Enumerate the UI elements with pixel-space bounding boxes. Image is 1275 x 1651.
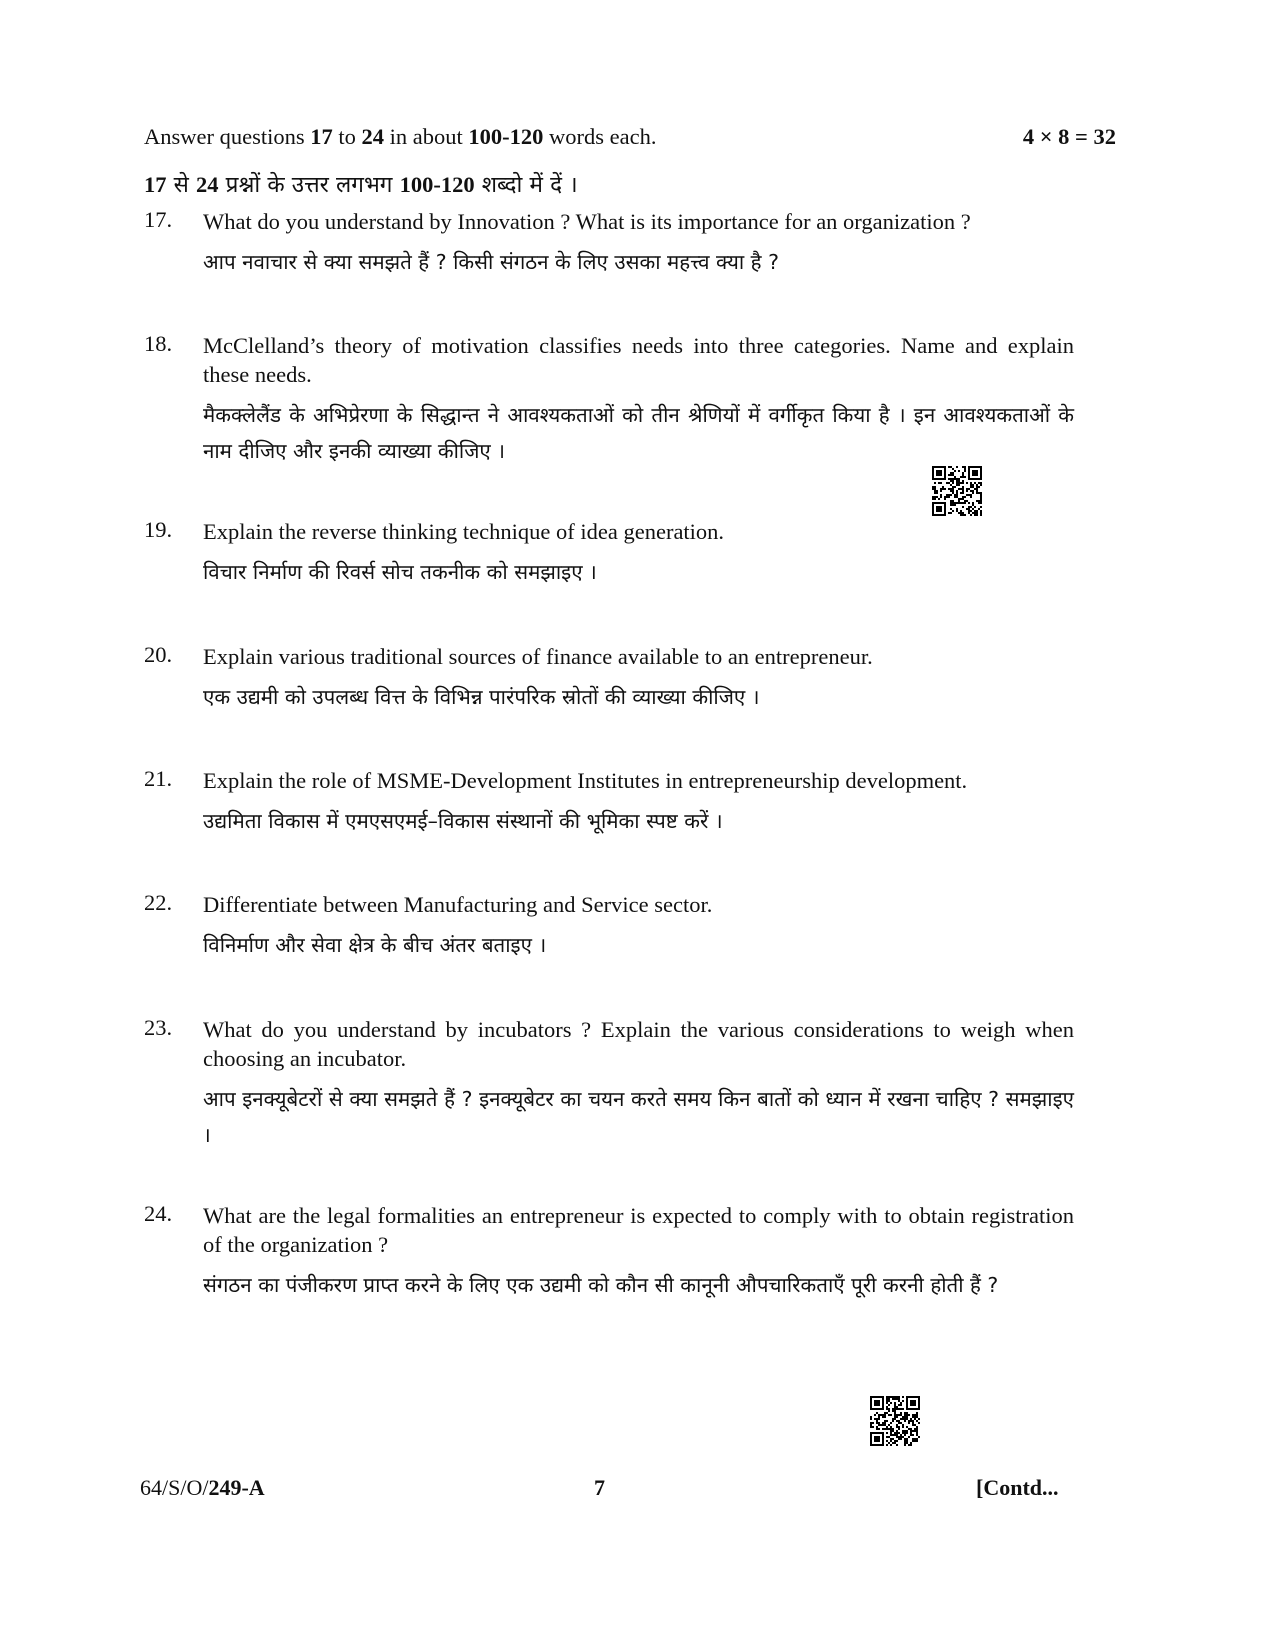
question-22 [144, 890, 1074, 963]
instr-hi-text: शब्दो में दें । [474, 172, 578, 198]
question-text-english: Explain the reverse thinking technique of idea generation. [203, 519, 725, 544]
question-text-english: What do you understand by Innovation ? What is its importance for an organization ? [203, 209, 971, 234]
question-number: 17. [144, 207, 173, 232]
question-text-hindi: उद्यमिता विकास में एमएसएमई–विकास संस्थानों की भूमिका स्पष्ट करें । [203, 809, 723, 833]
question-number: 21. [144, 766, 173, 791]
instr-text: words each. [543, 124, 657, 149]
paper-code [140, 1475, 265, 1501]
question-text-hindi: आप इनक्यूबेटरों से क्या समझते हैं ? इनक्यूबेटर का चयन करते समय किन बातों को ध्यान में रखना चाहिए ? समझाइए । [203, 1087, 1074, 1147]
instr-from: 17 [310, 124, 333, 149]
instr-to: 24 [361, 124, 384, 149]
paper-code-prefix: 64/S/O/ [140, 1475, 209, 1500]
instr-words: 100-120 [468, 124, 544, 149]
continued-label: [Contd... [976, 1475, 1059, 1500]
question-text-english: What do you understand by incubators ? Explain the various considerations to weigh when choosing an incubator. [203, 1017, 1074, 1071]
question-18 [144, 331, 1074, 469]
marks-allocation: 4 × 8 = 32 [1022, 124, 1116, 149]
question-text-hindi: आप नवाचार से क्या समझते हैं ? किसी संगठन के लिए उसका महत्त्व क्या है ? [203, 250, 779, 274]
question-text-hindi: संगठन का पंजीकरण प्राप्त करने के लिए एक उद्यमी को कौन सी कानूनी औपचारिकताएँ पूरी करनी होती हैं ? [203, 1273, 999, 1297]
question-20 [144, 642, 1074, 715]
paper-code-set: 249-A [208, 1475, 265, 1500]
instr-hi-text: प्रश्नों के उत्तर लगभग [218, 172, 400, 198]
instr-hi-from: 17 [144, 172, 167, 197]
question-21 [144, 766, 1074, 839]
question-text-english: What are the legal formalities an entrepreneur is expected to comply with to obtain registration of the organization ? [203, 1203, 1074, 1257]
question-17 [144, 207, 1074, 280]
question-text-english: Differentiate between Manufacturing and Service sector. [203, 892, 713, 917]
question-number: 22. [144, 890, 173, 915]
question-text-english: Explain the role of MSME-Development Institutes in entrepreneurship development. [203, 768, 968, 793]
question-text-hindi: एक उद्यमी को उपलब्ध वित्त के विभिन्न पारंपरिक स्रोतों की व्याख्या कीजिए । [203, 685, 760, 709]
question-text-english: McClelland’s theory of motivation classifies needs into three categories. Name and explain these needs. [203, 333, 1074, 387]
instr-text: Answer questions [144, 124, 311, 149]
page-number: 7 [594, 1475, 605, 1500]
question-number: 18. [144, 331, 173, 356]
instr-hi-words: 100-120 [399, 172, 475, 197]
question-number: 20. [144, 642, 173, 667]
instructions-hindi [144, 168, 578, 199]
instr-hi-to: 24 [196, 172, 219, 197]
question-19 [144, 517, 1074, 590]
instr-text: to [332, 124, 362, 149]
question-23 [144, 1015, 1074, 1153]
question-number: 19. [144, 517, 173, 542]
instr-hi-text: से [166, 172, 197, 198]
instr-text: in about [384, 124, 469, 149]
question-24 [144, 1201, 1074, 1303]
question-text-hindi: मैकक्लेलैंड के अभिप्रेरणा के सिद्धान्त ने आवश्यकताओं को तीन श्रेणियों में वर्गीकृत किया है । इन आवश्यकताओं के नाम दीजिए और इनकी व्याख्या कीजिए । [203, 403, 1074, 463]
question-number: 23. [144, 1015, 173, 1040]
qr-code-icon [870, 1396, 920, 1446]
question-text-hindi: विनिर्माण और सेवा क्षेत्र के बीच अंतर बताइए । [203, 933, 547, 957]
question-text-hindi: विचार निर्माण की रिवर्स सोच तकनीक को समझाइए । [203, 560, 597, 584]
qr-code-icon [932, 466, 982, 516]
question-text-english: Explain various traditional sources of finance available to an entrepreneur. [203, 644, 873, 669]
question-number: 24. [144, 1201, 173, 1226]
instructions-english [144, 124, 1116, 150]
